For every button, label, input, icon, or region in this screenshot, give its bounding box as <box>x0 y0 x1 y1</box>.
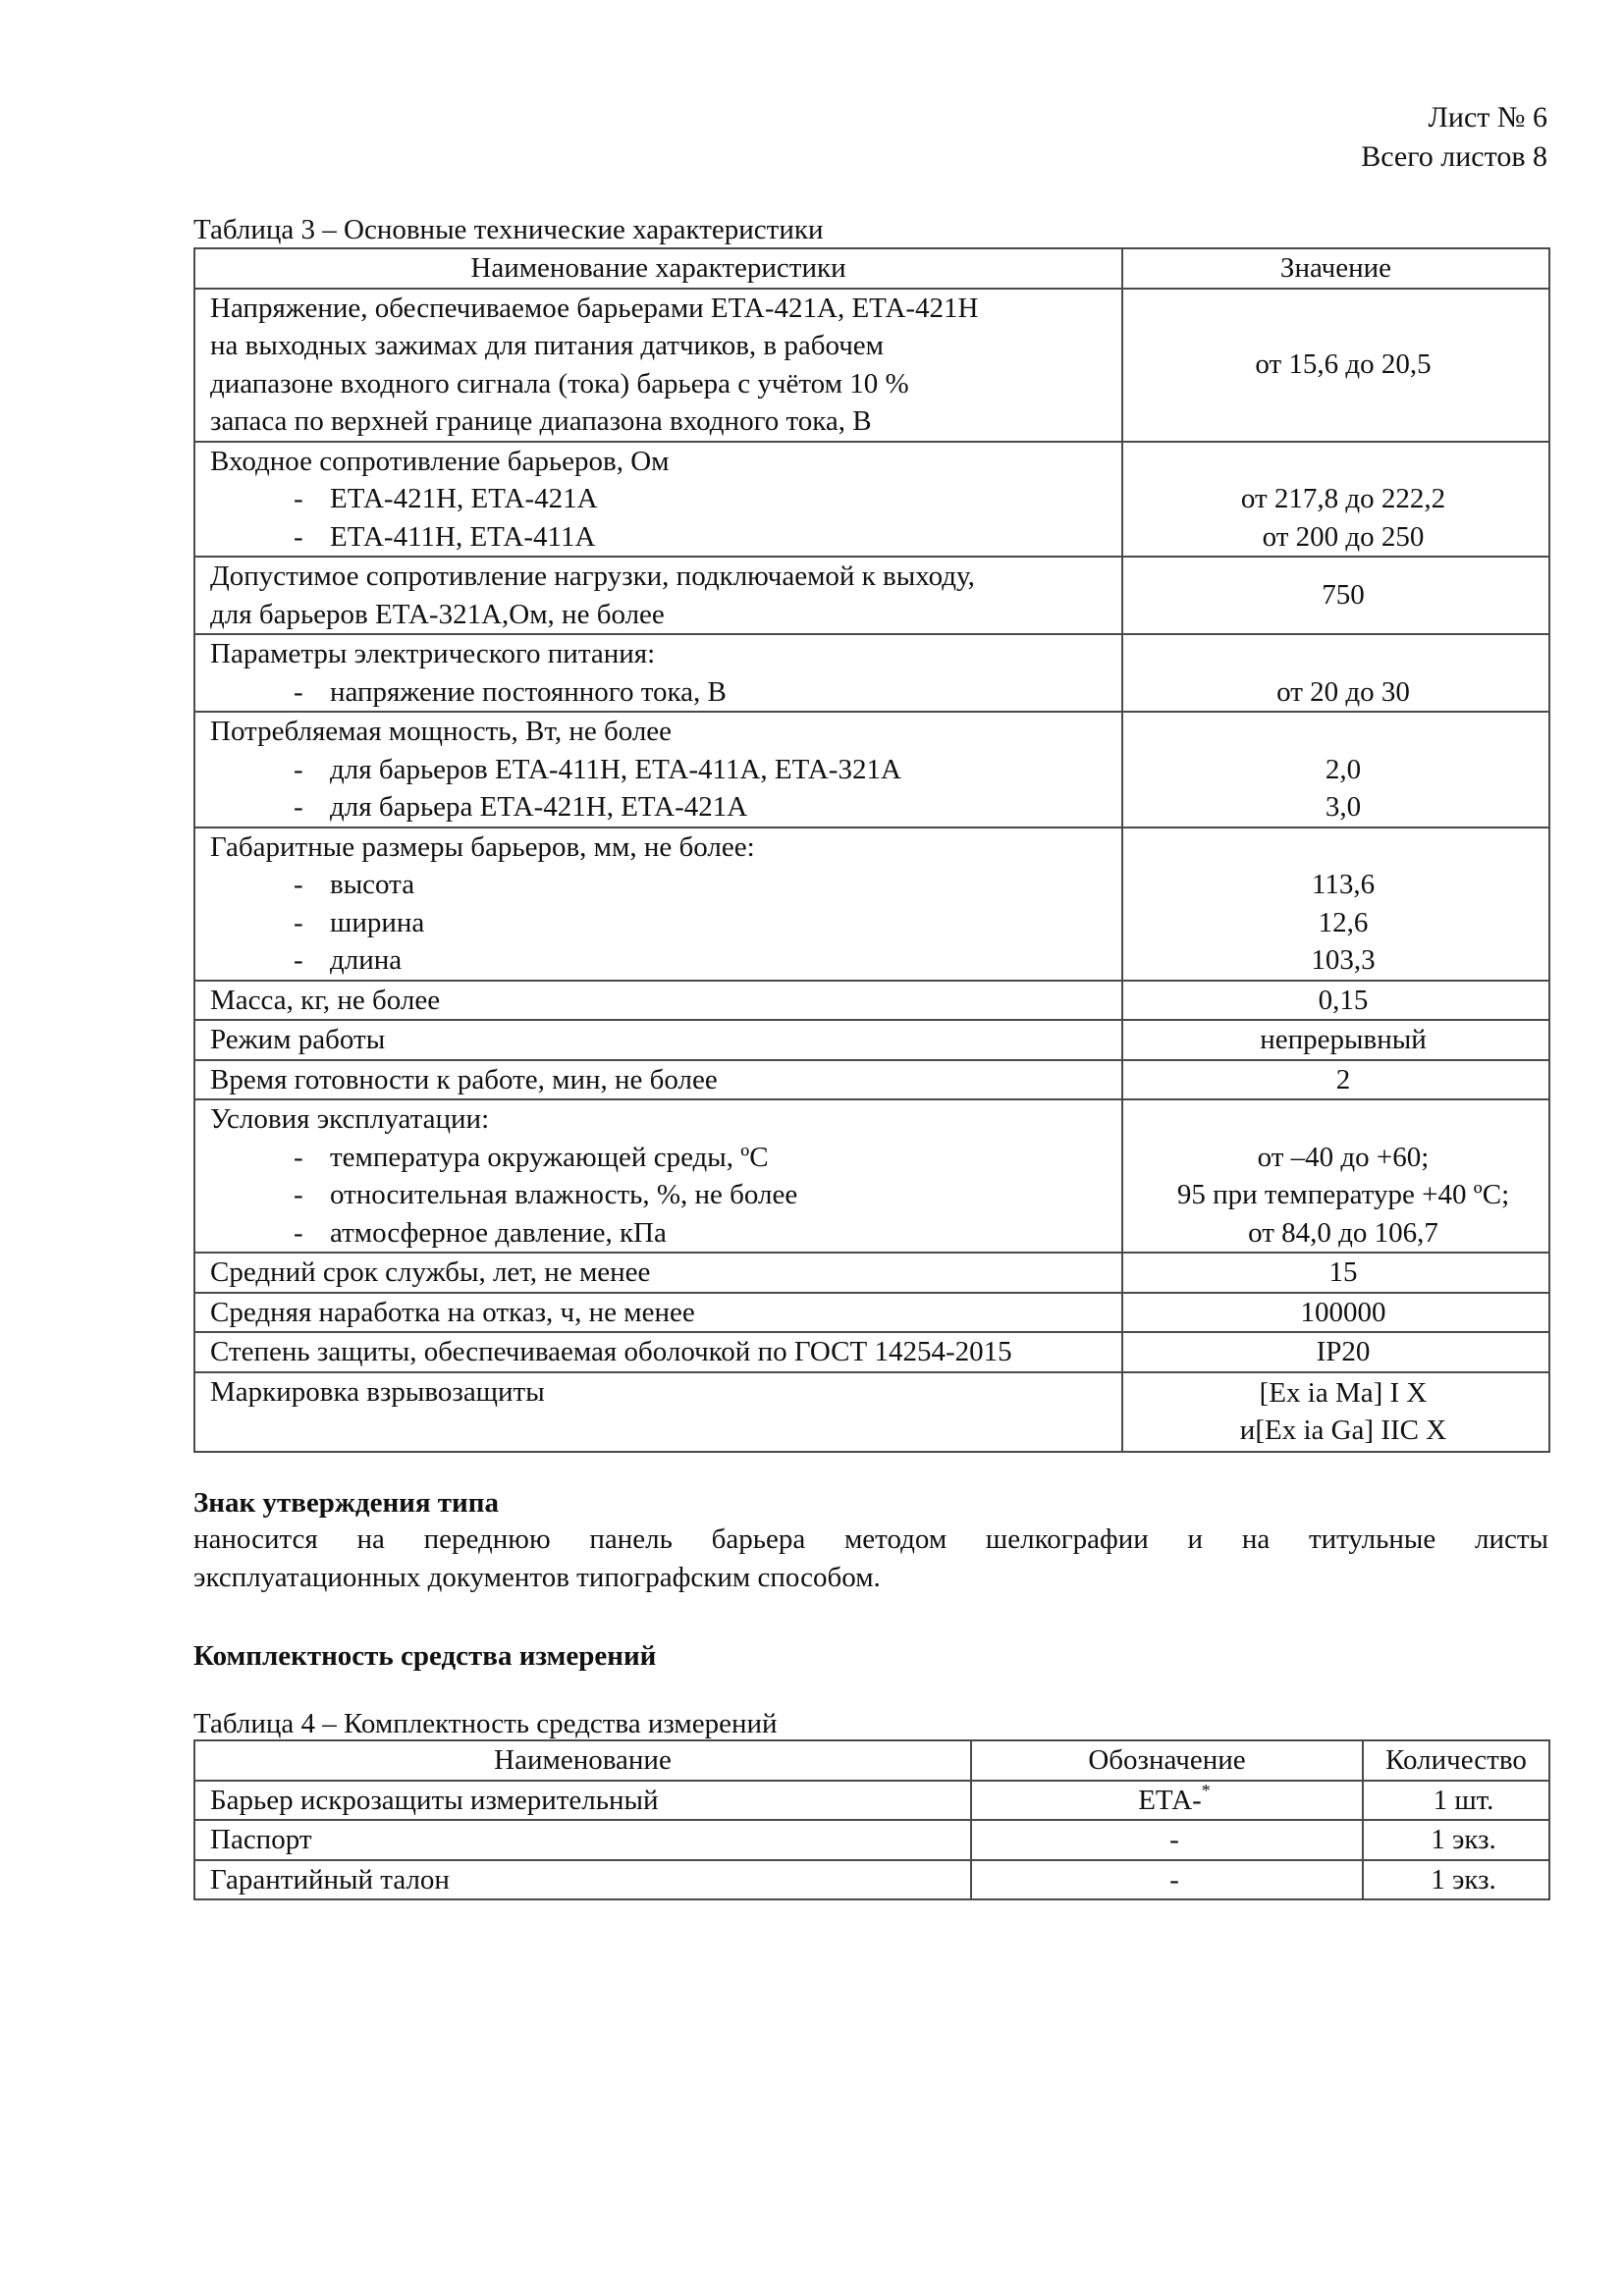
characteristic-value <box>1122 442 1549 558</box>
text-line: Потребляемая мощность, Вт, не более <box>210 716 673 747</box>
characteristic-name <box>194 828 1122 981</box>
table-row <box>194 1293 1549 1333</box>
list-item <box>210 480 1121 518</box>
table-row <box>194 1820 1549 1860</box>
table-row <box>194 1860 1549 1900</box>
characteristic-name: Время готовности к работе, мин, не более <box>194 1060 1122 1100</box>
item-name: Паспорт <box>194 1820 971 1860</box>
table-header-row <box>194 1740 1549 1781</box>
value-line: от 200 до 250 <box>1262 520 1425 553</box>
list-item <box>210 1176 1121 1214</box>
list-item <box>210 518 1121 557</box>
characteristic-value <box>1122 1372 1549 1452</box>
item-name: Гарантийный талон <box>194 1860 971 1900</box>
column-header: Значение <box>1122 248 1549 289</box>
column-header: Обозначение <box>971 1740 1363 1781</box>
list-item <box>210 751 1121 789</box>
characteristic-value: 100000 <box>1122 1293 1549 1333</box>
table4-caption: Таблица 4 – Комплектность средства измерений <box>193 1708 778 1739</box>
table-row <box>194 1099 1549 1253</box>
characteristic-name <box>194 442 1122 558</box>
text-line: Параметры электрического питания: <box>210 638 656 669</box>
footnote-mark: * <box>1201 1780 1211 1800</box>
text-line: наносится на переднюю панель барьера методом шелкографии и на титульные листы <box>193 1523 1548 1555</box>
item-name: Барьер искрозащиты измерительный <box>194 1781 971 1821</box>
table-row <box>194 634 1549 712</box>
type-approval-text <box>193 1521 1548 1597</box>
characteristic-name: Маркировка взрывозащиты <box>194 1372 1122 1452</box>
characteristic-value: IP20 <box>1122 1332 1549 1372</box>
item-designation: - <box>971 1820 1363 1860</box>
table-row <box>194 981 1549 1021</box>
item-text: ЕТА-421Н, ЕТА-421А <box>330 483 598 514</box>
item-quantity: 1 шт. <box>1363 1781 1549 1821</box>
characteristic-value: 0,15 <box>1122 981 1549 1021</box>
characteristic-value <box>1122 634 1549 712</box>
table-row <box>194 1372 1549 1452</box>
table4-completeness <box>193 1739 1550 1900</box>
value-line: от 84,0 до 106,7 <box>1248 1216 1438 1249</box>
list-item <box>210 673 1121 712</box>
text-line: на выходных зажимах для питания датчиков, в рабочем <box>210 330 885 361</box>
item-text: длина <box>330 944 403 976</box>
item-text: напряжение постоянного тока, В <box>330 675 727 708</box>
table-row <box>194 442 1549 558</box>
characteristic-name <box>194 1099 1122 1253</box>
item-text: температура окружающей среды, ºС <box>330 1141 769 1173</box>
value-line: [Ex ia Ma] I X <box>1259 1376 1428 1409</box>
completeness-title: Комплектность средства измерений <box>193 1640 657 1672</box>
value-line: и[Ex ia Ga] IIС X <box>1239 1415 1447 1446</box>
column-header: Наименование характеристики <box>194 248 1122 289</box>
item-designation <box>971 1781 1363 1821</box>
table-row <box>194 828 1549 981</box>
table-row <box>194 1781 1549 1821</box>
characteristic-name: Степень защиты, обеспечиваемая оболочкой по ГОСТ 14254-2015 <box>194 1332 1122 1372</box>
characteristic-value: 750 <box>1122 557 1549 634</box>
characteristic-value: 15 <box>1122 1253 1549 1293</box>
value-line: от 20 до 30 <box>1276 675 1410 708</box>
value-line: от –40 до +60; <box>1257 1141 1430 1173</box>
text-line: Входное сопротивление барьеров, Ом <box>210 445 670 477</box>
text-line: Напряжение, обеспечиваемое барьерами ЕТА-421А, ЕТА-421Н <box>210 292 979 324</box>
list-item <box>210 788 1121 827</box>
characteristic-value <box>1122 1099 1549 1253</box>
characteristic-name: Масса, кг, не более <box>194 981 1122 1021</box>
characteristic-name: Средняя наработка на отказ, ч, не менее <box>194 1293 1122 1333</box>
value-line: 3,0 <box>1325 791 1362 823</box>
value-line: 113,6 <box>1311 869 1376 900</box>
table-row <box>194 1253 1549 1293</box>
sheets-total: Всего листов 8 <box>1361 140 1547 173</box>
characteristic-name: Средний срок службы, лет, не менее <box>194 1253 1122 1293</box>
text-line: эксплуатационных документов типографским способом. <box>193 1562 881 1593</box>
text-line: запаса по верхней границе диапазона входного тока, В <box>210 405 872 437</box>
text-line: Габаритные размеры барьеров, мм, не более: <box>210 830 755 863</box>
characteristic-value: от 15,6 до 20,5 <box>1122 289 1549 442</box>
item-quantity: 1 экз. <box>1363 1860 1549 1900</box>
value-line: от 217,8 до 222,2 <box>1240 483 1446 514</box>
item-text: для барьера ЕТА-421Н, ЕТА-421А <box>330 791 748 823</box>
designation-text: ЕТА- <box>1138 1784 1202 1816</box>
value-line: 95 при температуре +40 ºС; <box>1176 1179 1510 1210</box>
item-designation: - <box>971 1860 1363 1900</box>
item-text: относительная влажность, %, не более <box>330 1179 798 1210</box>
characteristic-value <box>1122 712 1549 828</box>
characteristic-name <box>194 712 1122 828</box>
characteristic-value: 2 <box>1122 1060 1549 1100</box>
value-line: 2,0 <box>1325 753 1362 785</box>
table-row <box>194 1020 1549 1060</box>
item-text: ЕТА-411Н, ЕТА-411А <box>330 520 596 553</box>
text-line: Условия эксплуатации: <box>210 1103 490 1135</box>
value-line: 12,6 <box>1318 906 1369 938</box>
characteristic-name <box>194 557 1122 634</box>
table-header-row <box>194 248 1549 289</box>
text-line: Допустимое сопротивление нагрузки, подключаемой к выходу, <box>210 561 975 592</box>
characteristic-name <box>194 289 1122 442</box>
characteristic-name <box>194 634 1122 712</box>
table-row <box>194 712 1549 828</box>
table-row <box>194 289 1549 442</box>
column-header: Количество <box>1363 1740 1549 1781</box>
table-row <box>194 1060 1549 1100</box>
type-approval-title: Знак утверждения типа <box>193 1487 499 1519</box>
list-item <box>210 866 1121 904</box>
value-line: 103,3 <box>1311 944 1376 976</box>
list-item <box>210 1139 1121 1177</box>
characteristic-value: непрерывный <box>1122 1020 1549 1060</box>
table3-technical-characteristics <box>193 247 1550 1453</box>
characteristic-name: Режим работы <box>194 1020 1122 1060</box>
characteristic-value <box>1122 828 1549 981</box>
table3-caption: Таблица 3 – Основные технические характеристики <box>193 214 824 245</box>
text-line: для барьеров ЕТА-321А,Ом, не более <box>210 598 665 630</box>
column-header: Наименование <box>194 1740 971 1781</box>
page-header <box>1361 98 1547 177</box>
list-item <box>210 941 1121 980</box>
sheet-number: Лист № 6 <box>1428 101 1547 133</box>
text-line: диапазоне входного сигнала (тока) барьера с учётом 10 % <box>210 367 909 400</box>
item-quantity: 1 экз. <box>1363 1820 1549 1860</box>
item-text: ширина <box>330 906 425 938</box>
table-row <box>194 557 1549 634</box>
item-text: для барьеров ЕТА-411Н, ЕТА-411А, ЕТА-321А <box>330 753 901 785</box>
list-item <box>210 904 1121 942</box>
table-row <box>194 1332 1549 1372</box>
item-text: атмосферное давление, кПа <box>330 1216 667 1249</box>
list-item <box>210 1214 1121 1253</box>
item-text: высота <box>330 869 415 900</box>
